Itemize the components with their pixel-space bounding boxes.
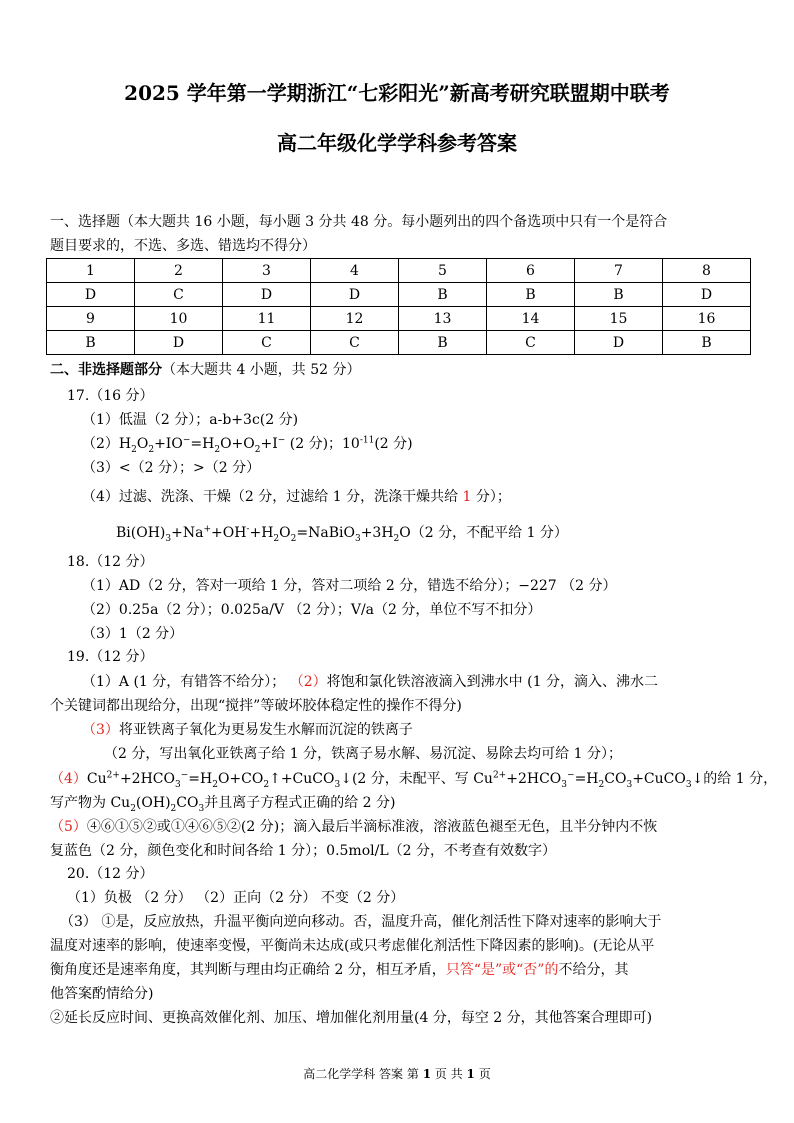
table-cell: 10 [135, 307, 223, 331]
q19-4-t11: ↓的给 1 分， [691, 771, 778, 787]
table-cell: 1 [47, 259, 135, 283]
q17-eq-t5: O [279, 525, 291, 541]
q17-eq-t3: +OH [211, 525, 247, 541]
q18-answer-3: （3）1（2 分） [82, 626, 184, 642]
section2-heading [50, 360, 361, 380]
q19-4c-t4: 并且离子方程式正确的给 2 分) [204, 795, 396, 811]
q17-eq-s3: 2 [290, 533, 297, 544]
q19-1-red: （2） [289, 674, 327, 690]
q17-eq-t8: O（2 分，不配平给 1 分） [399, 525, 568, 541]
table-cell: C [223, 331, 311, 355]
q17-answer-4 [82, 487, 511, 507]
q19-4-s1: 3 [174, 779, 181, 790]
q19-answer-3 [82, 720, 413, 740]
q20-3-red: 只答“是”或“否”的 [445, 962, 559, 978]
q17-2-sup2: − [277, 435, 286, 446]
table-cell: 16 [663, 307, 751, 331]
q17-4-t2: 分）； [475, 489, 511, 505]
q17-heading: 17.（16 分） [67, 388, 154, 404]
q19-5-red: （5） [50, 819, 87, 835]
table-cell: 3 [223, 259, 311, 283]
table-cell: C [487, 331, 575, 355]
q17-2-t8: (2 分) [374, 436, 413, 452]
q20-answer-3-cont2 [50, 960, 628, 980]
q17-eq-t4: +H [249, 525, 274, 541]
q19-4-t7: +2HCO [506, 771, 562, 787]
q19-4-sup2: − [180, 770, 189, 781]
q17-eq-s5: 2 [393, 533, 400, 544]
q17-answer-1: （1）低温（2 分）；a-b+3c(2 分) [82, 412, 299, 428]
q19-4-s4: 3 [334, 779, 341, 790]
table-cell: 11 [223, 307, 311, 331]
footer-mid: 页 共 [434, 1067, 463, 1081]
q18-heading: 18.（12 分） [67, 554, 154, 570]
q17-eq-sup1: + [203, 524, 211, 535]
q20-3-t2: 不给分，其 [558, 962, 629, 978]
q20-answer-3: （3） ①是，反应放热，升温平衡向逆向移动。否，温度升高，催化剂活性下降对速率的影响大于 [60, 914, 662, 930]
q17-2-s3: 2 [214, 444, 221, 455]
q18-answer-1: （1）AD（2 分，答对一项给 1 分，答对二项给 2 分，错选不给分）；−227 （2 分） [82, 578, 617, 594]
q19-4-s6: 2 [598, 779, 605, 790]
q19-4-s7: 3 [626, 779, 633, 790]
answer-table [46, 258, 751, 355]
q19-1-t2: 将饱和氯化铁溶液滴入到沸水中 (1 分，滴入、沸水二 [326, 674, 658, 690]
q17-2-s2: 2 [148, 444, 155, 455]
q19-4-t8: =H [574, 771, 599, 787]
table-cell: B [399, 283, 487, 307]
table-cell: B [399, 331, 487, 355]
table-cell: C [311, 331, 399, 355]
q17-answer-3: （3）<（2 分）；>（2 分） [82, 460, 261, 476]
q17-eq-t2: +Na [171, 525, 204, 541]
q17-2-t5: O+O [220, 436, 255, 452]
q17-eq-s2: 2 [273, 533, 280, 544]
q19-4-s3: 2 [263, 779, 270, 790]
q19-4-sup4: − [567, 770, 575, 781]
q19-4-t4: O+CO [217, 771, 264, 787]
q19-4-sup1: 2+ [106, 770, 120, 781]
q19-4-t5: ↑+CuCO [269, 771, 335, 787]
table-cell: B [47, 331, 135, 355]
q19-4-red: （4） [50, 771, 87, 787]
table-cell: 8 [663, 259, 751, 283]
table-cell: D [223, 283, 311, 307]
table-cell: 4 [311, 259, 399, 283]
table-cell: B [487, 283, 575, 307]
q17-answer-2 [82, 434, 413, 454]
table-cell: 7 [575, 259, 663, 283]
table-cell: 14 [487, 307, 575, 331]
q19-4c-t1: 写产物为 Cu [50, 795, 131, 811]
q20-answer-3-part2: ②延长反应时间、更换高效催化剂、加压、增加催化剂用量(4 分，每空 2 分，其他答案合理即可) [50, 1010, 653, 1026]
table-cell: 15 [575, 307, 663, 331]
q19-4-t10: +CuCO [632, 771, 686, 787]
q19-5-t1: ④⑥①⑤②或①④⑥⑤②(2 分)；滴入最后半滴标准液，溶液蓝色褪至无色，且半分钟内不恢 [86, 819, 658, 835]
table-cell: D [575, 331, 663, 355]
q19-4c-s3: 3 [198, 803, 205, 814]
q20-heading: 20.（12 分） [67, 866, 154, 882]
q17-2-t2: O [136, 436, 149, 452]
q20-answer-3-cont3: 他答案酌情给分) [50, 986, 154, 1002]
q19-4-t9: CO [604, 771, 627, 787]
table-row-question-numbers [47, 307, 751, 331]
q19-4-s8: 3 [685, 779, 692, 790]
q20-answer-3-cont1: 温度对速率的影响，使速率变慢，平衡尚未达成(或只考虑催化剂活性下降因素的影响)。(无论从平 [50, 938, 655, 954]
q17-eq-t1: Bi(OH) [116, 525, 166, 541]
q19-4c-t3: CO [176, 795, 199, 811]
table-cell: 5 [399, 259, 487, 283]
q17-2-t1: （2）H [82, 436, 132, 452]
q17-2-t7: (2 分)；10 [285, 436, 360, 452]
q19-answer-4 [50, 769, 777, 789]
q17-4-red: 1 [462, 489, 472, 505]
footer-page-number: 1 [422, 1067, 432, 1081]
q19-3-red: （3） [82, 722, 119, 738]
table-cell: 2 [135, 259, 223, 283]
table-cell: B [663, 331, 751, 355]
table-row-question-numbers [47, 259, 751, 283]
q17-2-s4: 2 [254, 444, 261, 455]
table-cell: 13 [399, 307, 487, 331]
table-cell: D [311, 283, 399, 307]
q19-4c-s2: 2 [170, 803, 177, 814]
table-cell: C [135, 283, 223, 307]
page-subtitle: 高二年级化学学科参考答案 [277, 131, 517, 155]
q19-answer-1-cont: 个关键词都出现给分，出现“搅拌”等破坏胶体稳定性的操作不得分) [50, 698, 462, 714]
q17-2-sup3: -11 [359, 435, 375, 446]
q17-2-t6: +I [260, 436, 278, 452]
table-row-answers [47, 331, 751, 355]
table-cell: 9 [47, 307, 135, 331]
q19-4-sup3: 2+ [492, 770, 507, 781]
q19-answer-4-cont [50, 793, 396, 813]
q17-2-t4: =H [190, 436, 215, 452]
q17-4-t1: （4）过滤、洗涤、干燥（2 分，过滤给 1 分，洗涤干燥共给 [82, 489, 459, 505]
q19-4c-t2: (OH) [135, 795, 171, 811]
footer-text: 高二化学学科 答案 第 [303, 1067, 419, 1081]
section2-title: 二、非选择题部分 [50, 362, 162, 378]
q19-4-s5: 3 [561, 779, 568, 790]
q17-2-s1: 2 [131, 444, 137, 455]
section1-instructions-line2: 题目要求的，不选、多选、错选均不得分） [50, 238, 316, 254]
q19-4-t3: =H [188, 771, 213, 787]
table-cell: 12 [311, 307, 399, 331]
page-footer [0, 1066, 794, 1082]
table-cell: D [47, 283, 135, 307]
q19-4-s2: 2 [212, 779, 218, 790]
q20-3-t1: 衡角度还是速率角度，其判断与理由均正确给 2 分，相互矛盾， [50, 962, 446, 978]
section1-instructions-line1: 一、选择题（本大题共 16 小题，每小题 3 分共 48 分。每小题列出的四个备选项中只有一个是符合 [50, 214, 668, 230]
q19-4-t6: ↓(2 分，未配平、写 Cu [340, 771, 493, 787]
table-cell: D [663, 283, 751, 307]
q19-4c-s1: 2 [130, 803, 136, 814]
q17-eq-s1: 3 [165, 533, 172, 544]
q17-eq-sup2: - [246, 524, 250, 535]
q18-answer-2: （2）0.25a（2 分）；0.025a/V （2 分）；V/a（2 分，单位不写不扣分） [82, 602, 542, 618]
q17-eq-t7: +3H [360, 525, 394, 541]
q17-eq-s4: 3 [354, 533, 361, 544]
q19-answer-5-cont: 复蓝色（2 分，颜色变化和时间各给 1 分）；0.5mol/L（2 分，不考查有效数字） [50, 843, 556, 859]
footer-total-pages: 1 [466, 1067, 475, 1081]
q19-4-t2: +2HCO [119, 771, 175, 787]
q19-1-t1: （1）A (1 分，有错答不给分）； [82, 674, 286, 690]
footer-end: 页 [478, 1067, 491, 1081]
q17-eq-t6: =NaBiO [296, 525, 355, 541]
q20-answer-1-2: （1）负极 （2 分） （2）正向（2 分） 不变（2 分） [67, 890, 405, 906]
q17-2-t3: +IO [154, 436, 183, 452]
q17-2-sup1: − [182, 435, 191, 446]
table-row-answers [47, 283, 751, 307]
q19-3-t1: 将亚铁离子氧化为更易发生水解而沉淀的铁离子 [118, 722, 413, 738]
table-cell: B [575, 283, 663, 307]
section2-note: （本大题共 4 小题，共 52 分） [162, 362, 361, 378]
q17-equation [116, 523, 568, 543]
q19-answer-1 [82, 672, 658, 692]
q19-answer-5 [50, 817, 657, 837]
q19-heading: 19.（12 分） [67, 649, 154, 665]
table-cell: 6 [487, 259, 575, 283]
table-cell: D [135, 331, 223, 355]
q19-answer-3-note: （2 分，写出氧化亚铁离子给 1 分，铁离子易水解、易沉淀、易除去均可给 1 分）； [104, 746, 622, 762]
page-title: 2025 学年第一学期浙江“七彩阳光”新高考研究联盟期中联考 [124, 81, 670, 105]
q19-4-t1: Cu [86, 771, 107, 787]
